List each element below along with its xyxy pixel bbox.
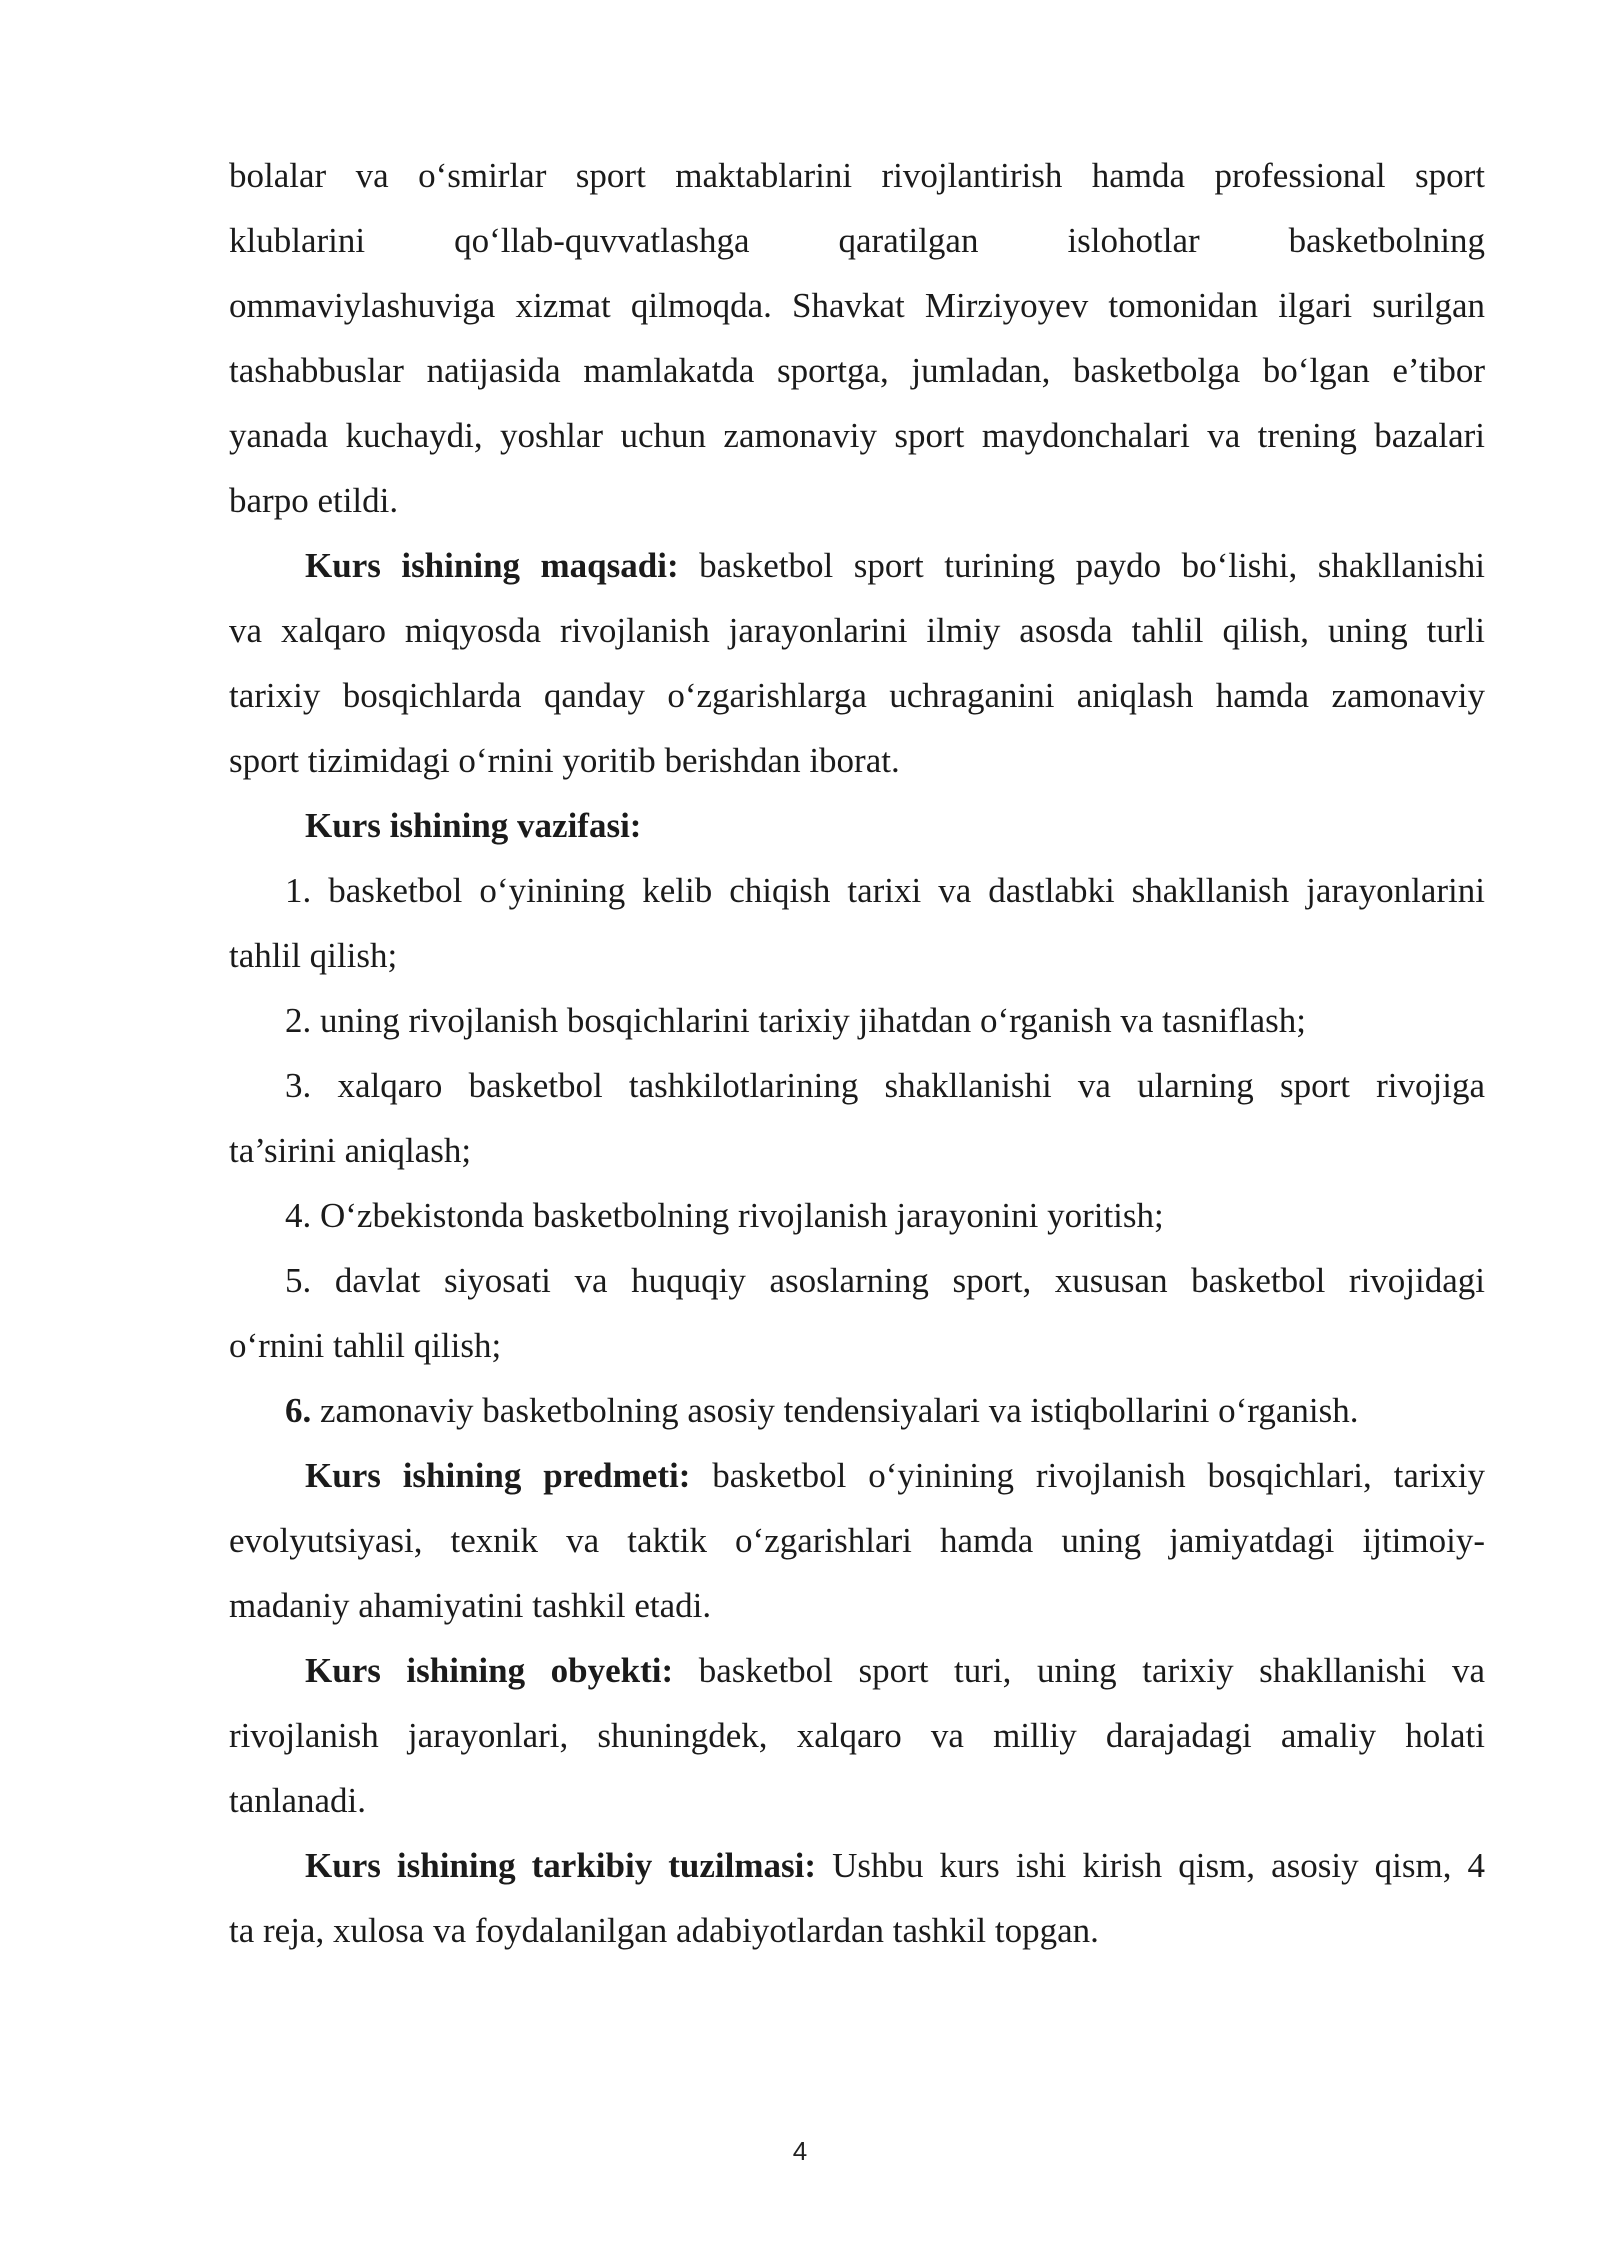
goal-heading: Kurs ishining maqsadi: <box>305 546 679 585</box>
subject-paragraph <box>229 1450 1485 1645</box>
text-line: evolyutsiyasi, texnik va taktik o‘zgarishlari hamda uning jamiyatdagi ijtimoiy- <box>229 1521 1485 1560</box>
task-item <box>229 865 1485 930</box>
goal-paragraph <box>229 540 1485 800</box>
text-line: rivojlanish jarayonlari, shuningdek, xalqaro va milliy darajadagi amaliy holati <box>229 1716 1485 1755</box>
task-text: xalqaro basketbol tashkilotlarining shakllanishi va ularning sport rivojiga <box>311 1066 1485 1105</box>
task-text: uning rivojlanish bosqichlarini tarixiy jihatdan o‘rganish va tasniflash; <box>311 1001 1306 1040</box>
task-continuation: ta’sirini aniqlash; <box>229 1131 472 1170</box>
task-text: davlat siyosati va huquqiy asoslarning sport, xususan basketbol rivojidagi <box>311 1261 1485 1300</box>
tasks-heading: Kurs ishining vazifasi: <box>305 806 642 845</box>
task-item <box>229 1255 1485 1320</box>
task-text: zamonaviy basketbolning asosiy tendensiyalari va istiqbollarini o‘rganish. <box>311 1391 1359 1430</box>
task-text: basketbol o‘yinining kelib chiqish tarixi va dastlabki shakllanish jarayonlarini <box>311 871 1485 910</box>
task-continuation: tahlil qilish; <box>229 936 398 975</box>
object-heading: Kurs ishining obyekti: <box>305 1651 674 1690</box>
text-line: va xalqaro miqyosda rivojlanish jarayonlarini ilmiy asosda tahlil qilish, uning turli <box>229 611 1485 650</box>
text-line: madaniy ahamiyatini tashkil etadi. <box>229 1586 712 1625</box>
task-item <box>229 1385 1485 1450</box>
task-item <box>229 995 1485 1060</box>
text-line: ommaviylashuviga xizmat qilmoqda. Shavkat Mirziyoyev tomonidan ilgari surilgan <box>229 286 1485 325</box>
text-line: tashabbuslar natijasida mamlakatda sportga, jumladan, basketbolga bo‘lgan e’tibor <box>229 351 1485 390</box>
text-line <box>229 1840 1485 1905</box>
text-line: yanada kuchaydi, yoshlar uchun zamonaviy sport maydonchalari va trening bazalari <box>229 416 1485 455</box>
intro-paragraph <box>229 150 1485 540</box>
text-line <box>229 1645 1485 1710</box>
object-text: basketbol sport turi, uning tarixiy shakllanishi va <box>673 1651 1485 1690</box>
structure-text: Ushbu kurs ishi kirish qism, asosiy qism, 4 <box>816 1846 1485 1885</box>
text-line: tarixiy bosqichlarda qanday o‘zgarishlarga uchraganini aniqlash hamda zamonaviy <box>229 676 1485 715</box>
tasks-heading-line <box>229 800 1485 865</box>
task-number: 6. <box>285 1391 312 1430</box>
task-item <box>229 1060 1485 1125</box>
text-line: ta reja, xulosa va foydalanilgan adabiyotlardan tashkil topgan. <box>229 1911 1099 1950</box>
goal-text: basketbol sport turining paydo bo‘lishi, shakllanishi <box>678 546 1486 585</box>
subject-text: basketbol o‘yinining rivojlanish bosqichlari, tarixiy <box>690 1456 1485 1495</box>
task-number: 4. <box>285 1196 312 1235</box>
text-line: bolalar va o‘smirlar sport maktablarini rivojlantirish hamda professional sport <box>229 156 1485 195</box>
task-item <box>229 1190 1485 1255</box>
structure-heading: Kurs ishining tarkibiy tuzilmasi: <box>305 1846 817 1885</box>
task-number: 5. <box>285 1261 312 1300</box>
document-page <box>229 150 1485 1970</box>
structure-paragraph <box>229 1840 1485 1970</box>
task-number: 2. <box>285 1001 312 1040</box>
page-number: 4 <box>792 2136 808 2166</box>
tasks-section <box>229 800 1485 1450</box>
subject-heading: Kurs ishining predmeti: <box>305 1456 691 1495</box>
text-line: tanlanadi. <box>229 1781 367 1820</box>
text-line <box>229 1450 1485 1515</box>
task-text: O‘zbekistonda basketbolning rivojlanish jarayonini yoritish; <box>311 1196 1164 1235</box>
text-line: sport tizimidagi o‘rnini yoritib berishdan iborat. <box>229 741 900 780</box>
text-line: barpo etildi. <box>229 481 399 520</box>
text-line: klublarini qo‘llab-quvvatlashga qaratilgan islohotlar basketbolning <box>229 221 1485 260</box>
text-line <box>229 540 1485 605</box>
object-paragraph <box>229 1645 1485 1840</box>
task-continuation: o‘rnini tahlil qilish; <box>229 1326 502 1365</box>
task-number: 1. <box>285 871 312 910</box>
task-number: 3. <box>285 1066 312 1105</box>
